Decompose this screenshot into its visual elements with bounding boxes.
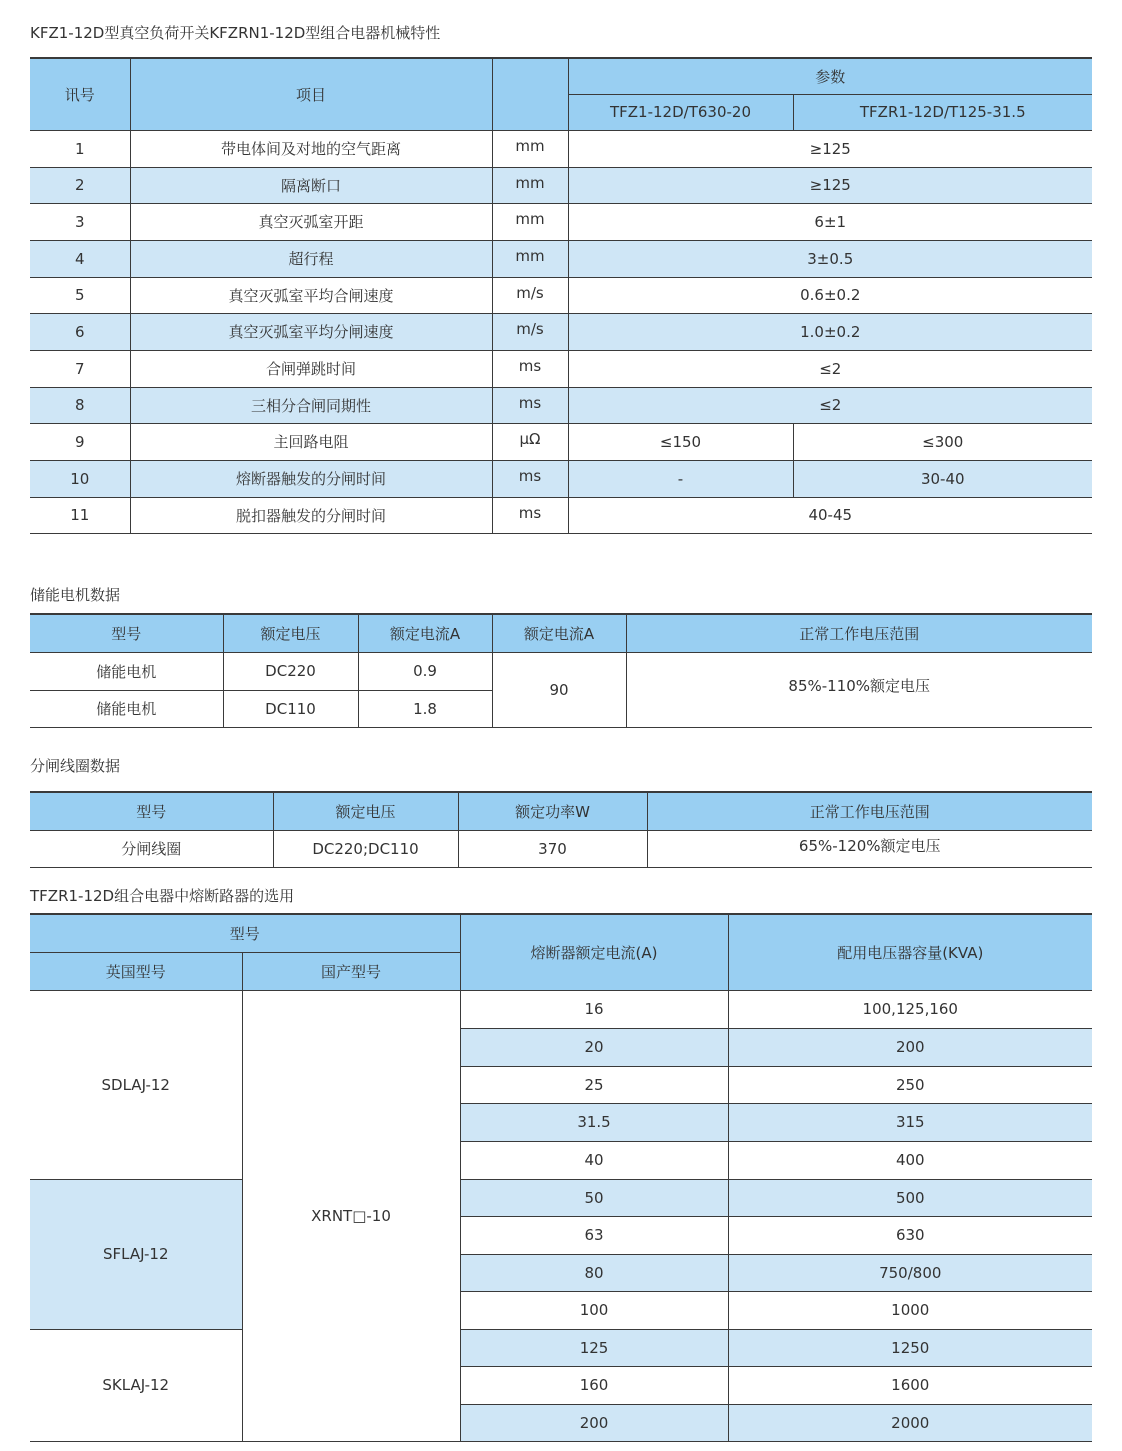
row-no: 3 xyxy=(30,203,130,240)
header-voltage: 额定电压 xyxy=(223,614,358,652)
fuse-selection-table xyxy=(30,913,1092,1442)
header-model: 型号 xyxy=(30,792,273,830)
table-row xyxy=(30,350,1092,387)
motor-voltage: DC110 xyxy=(223,690,358,727)
row-value-a: - xyxy=(568,460,793,497)
row-unit: ms xyxy=(492,387,568,423)
trip-coil-table xyxy=(30,791,1092,868)
fuse-current: 80 xyxy=(460,1254,728,1291)
row-no: 9 xyxy=(30,423,130,460)
fuse-current: 16 xyxy=(460,990,728,1028)
table-row xyxy=(30,203,1092,240)
row-value: 6±1 xyxy=(568,203,1092,240)
table-row xyxy=(30,1179,1092,1216)
motor-shared-current: 90 xyxy=(492,652,626,727)
transformer-capacity: 250 xyxy=(728,1066,1092,1103)
transformer-capacity: 1250 xyxy=(728,1329,1092,1366)
coil-voltage: DC220;DC110 xyxy=(273,830,458,867)
transformer-capacity: 1600 xyxy=(728,1366,1092,1404)
header-cn-model: 国产型号 xyxy=(242,952,460,990)
fuse-current: 63 xyxy=(460,1216,728,1254)
header-unit xyxy=(492,58,568,130)
row-unit: mm xyxy=(492,203,568,240)
motor-voltage-range: 85%-110%额定电压 xyxy=(626,652,1092,727)
motor-current: 0.9 xyxy=(358,652,492,690)
row-item: 真空灭弧室平均分闸速度 xyxy=(130,313,492,350)
header-model-b: TFZR1-12D/T125-31.5 xyxy=(793,94,1092,130)
fuse-current: 25 xyxy=(460,1066,728,1103)
row-value: ≤2 xyxy=(568,350,1092,387)
coil-model: 分闸线圈 xyxy=(30,830,273,867)
coil-power: 370 xyxy=(458,830,647,867)
row-item: 三相分合闸同期性 xyxy=(130,387,492,423)
motor-model: 储能电机 xyxy=(30,652,223,690)
transformer-capacity: 200 xyxy=(728,1028,1092,1066)
motor-current: 1.8 xyxy=(358,690,492,727)
row-item: 真空灭弧室平均合闸速度 xyxy=(130,277,492,313)
header-params: 参数 xyxy=(568,58,1092,94)
header-model-a: TFZ1-12D/T630-20 xyxy=(568,94,793,130)
table-row xyxy=(30,167,1092,203)
header-transformer-capacity: 配用电压器容量(KVA) xyxy=(728,914,1092,990)
table-row xyxy=(30,652,1092,690)
header-current: 额定电流A xyxy=(358,614,492,652)
header-current-2: 额定电流A xyxy=(492,614,626,652)
table2-title: 储能电机数据 xyxy=(30,586,121,604)
row-no: 1 xyxy=(30,130,130,167)
table-row xyxy=(30,130,1092,167)
row-value: ≥125 xyxy=(568,130,1092,167)
header-no: 讯号 xyxy=(30,58,130,130)
row-item: 脱扣器触发的分闸时间 xyxy=(130,497,492,533)
fuse-current: 31.5 xyxy=(460,1103,728,1141)
table4-title: TFZR1-12D组合电器中熔断路器的选用 xyxy=(30,887,295,905)
row-no: 2 xyxy=(30,167,130,203)
cn-model: XRNT□-10 xyxy=(242,990,460,1441)
table-row xyxy=(30,830,1092,867)
header-model: 型号 xyxy=(30,614,223,652)
row-unit: ms xyxy=(492,497,568,533)
table-row xyxy=(30,240,1092,277)
header-uk-model: 英国型号 xyxy=(30,952,242,990)
row-unit: m/s xyxy=(492,277,568,313)
header-voltage: 额定电压 xyxy=(273,792,458,830)
header-range: 正常工作电压范围 xyxy=(647,792,1092,830)
mechanical-characteristics-table xyxy=(30,57,1092,534)
row-value-b: 30-40 xyxy=(793,460,1092,497)
row-item: 隔离断口 xyxy=(130,167,492,203)
fuse-current: 125 xyxy=(460,1329,728,1366)
row-unit: mm xyxy=(492,130,568,167)
row-value-a: ≤150 xyxy=(568,423,793,460)
header-power: 额定功率W xyxy=(458,792,647,830)
fuse-current: 20 xyxy=(460,1028,728,1066)
transformer-capacity: 750/800 xyxy=(728,1254,1092,1291)
table-row xyxy=(30,313,1092,350)
row-unit: m/s xyxy=(492,313,568,350)
row-no: 7 xyxy=(30,350,130,387)
row-item: 熔断器触发的分闸时间 xyxy=(130,460,492,497)
row-value: 40-45 xyxy=(568,497,1092,533)
row-unit: ms xyxy=(492,350,568,387)
fuse-current: 40 xyxy=(460,1141,728,1179)
row-item: 主回路电阻 xyxy=(130,423,492,460)
row-no: 4 xyxy=(30,240,130,277)
row-value: 3±0.5 xyxy=(568,240,1092,277)
row-item: 真空灭弧室开距 xyxy=(130,203,492,240)
row-unit: μΩ xyxy=(492,423,568,460)
uk-model-group: SDLAJ-12 xyxy=(30,990,242,1179)
table1-title: KFZ1-12D型真空负荷开关KFZRN1-12D型组合电器机械特性 xyxy=(30,24,441,42)
transformer-capacity: 500 xyxy=(728,1179,1092,1216)
header-model: 型号 xyxy=(30,914,460,952)
row-value-b: ≤300 xyxy=(793,423,1092,460)
row-no: 10 xyxy=(30,460,130,497)
transformer-capacity: 400 xyxy=(728,1141,1092,1179)
row-item: 带电体间及对地的空气距离 xyxy=(130,130,492,167)
table-row xyxy=(30,387,1092,423)
row-value: 1.0±0.2 xyxy=(568,313,1092,350)
row-value: 0.6±0.2 xyxy=(568,277,1092,313)
fuse-current: 50 xyxy=(460,1179,728,1216)
uk-model-group: SFLAJ-12 xyxy=(30,1179,242,1329)
transformer-capacity: 2000 xyxy=(728,1404,1092,1441)
header-fuse-current: 熔断器额定电流(A) xyxy=(460,914,728,990)
row-item: 超行程 xyxy=(130,240,492,277)
row-item: 合闸弹跳时间 xyxy=(130,350,492,387)
motor-model: 储能电机 xyxy=(30,690,223,727)
header-item: 项目 xyxy=(130,58,492,130)
table-row xyxy=(30,460,1092,497)
fuse-current: 100 xyxy=(460,1291,728,1329)
transformer-capacity: 100,125,160 xyxy=(728,990,1092,1028)
table-row xyxy=(30,990,1092,1028)
header-range: 正常工作电压范围 xyxy=(626,614,1092,652)
row-value: ≥125 xyxy=(568,167,1092,203)
table-row xyxy=(30,1329,1092,1366)
table-row xyxy=(30,277,1092,313)
transformer-capacity: 1000 xyxy=(728,1291,1092,1329)
row-no: 6 xyxy=(30,313,130,350)
row-no: 11 xyxy=(30,497,130,533)
fuse-current: 200 xyxy=(460,1404,728,1441)
transformer-capacity: 630 xyxy=(728,1216,1092,1254)
transformer-capacity: 315 xyxy=(728,1103,1092,1141)
row-unit: mm xyxy=(492,240,568,277)
row-unit: ms xyxy=(492,460,568,497)
motor-data-table xyxy=(30,613,1092,728)
row-unit: mm xyxy=(492,167,568,203)
motor-voltage: DC220 xyxy=(223,652,358,690)
row-value: ≤2 xyxy=(568,387,1092,423)
uk-model-group: SKLAJ-12 xyxy=(30,1329,242,1441)
row-no: 5 xyxy=(30,277,130,313)
table3-title: 分闸线圈数据 xyxy=(30,757,121,775)
table-row xyxy=(30,497,1092,533)
fuse-current: 160 xyxy=(460,1366,728,1404)
row-no: 8 xyxy=(30,387,130,423)
coil-voltage-range: 65%-120%额定电压 xyxy=(647,830,1092,867)
table-row xyxy=(30,423,1092,460)
